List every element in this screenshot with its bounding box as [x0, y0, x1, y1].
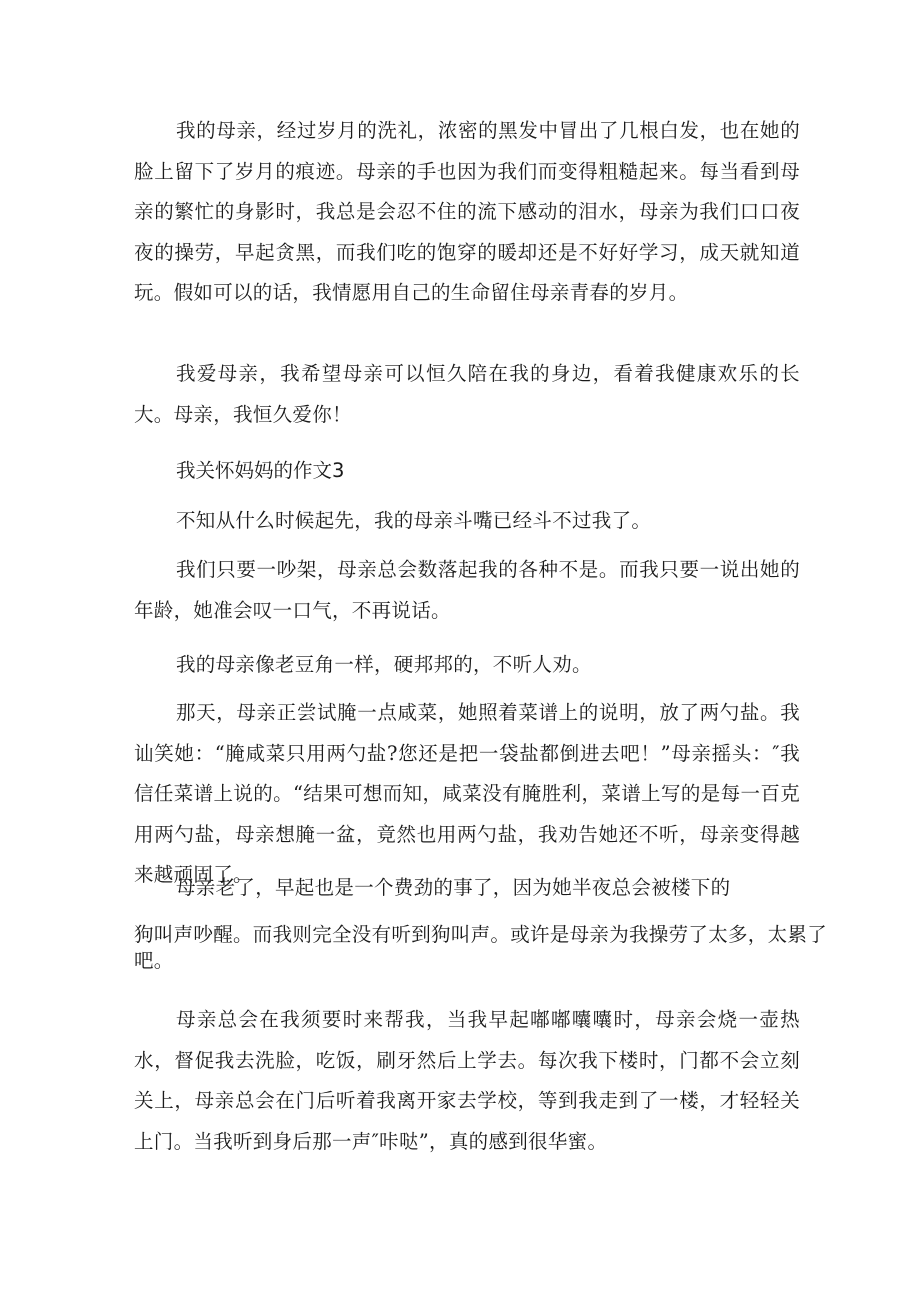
- paragraph-stubborn: 我的母亲像老豆角一样，硬邦邦的，不听人劝。: [176, 653, 592, 676]
- line-dog-bark: 狗叫声吵醒。而我则完全没有听到狗叫声。或许是母亲为我操劳了太多，太累了: [134, 923, 828, 946]
- line-mother-old: 母亲老了，早起也是一个费劲的事了，因为她半夜总会被楼下的: [176, 876, 731, 899]
- line-end: 吧。: [134, 949, 174, 972]
- essay-heading: 我关怀妈妈的作文3: [176, 459, 345, 482]
- paragraph-love-mother: 我爱母亲，我希望母亲可以恒久陪在我的身边，看着我健康欢乐的长大。母亲，我恒久爱你！: [134, 362, 800, 426]
- paragraph-pickles: 那天，母亲正尝试腌一点咸菜，她照着菜谱上的说明，放了两勺盐。我讪笑她：“腌咸菜只用两勺盐?您还是把一袋盐都倒进去吧！”母亲摇头：″我信任菜谱上说的。“结果可想而知，咸菜没有腌胜利，菜谱上写的是每一百克用两勺盐，母亲想腌一盆，竟然也用两勺盐，我劝告她还不听，母亲变得越来越顽固了。: [134, 701, 800, 886]
- paragraph-help: 母亲总会在我须要时来帮我，当我早起嘟嘟囔囔时，母亲会烧一壶热水，督促我去洗脸，吃饭，刷牙然后上学去。每次我下楼时，门都不会立刻关上，母亲总会在门后听着我离开家去学校，等到我走到了一楼，才轻轻关上门。当我听到身后那一声″咔哒”，真的感到很华蜜。: [134, 1008, 800, 1153]
- paragraph-mother-aging: 我的母亲，经过岁月的洗礼，浓密的黑发中冒出了几根白发，也在她的脸上留下了岁月的痕迹。母亲的手也因为我们而变得粗糙起来。每当看到母亲的繁忙的身影时，我总是会忍不住的流下感动的泪水，母亲为我们口口夜夜的操劳，早起贪黑，而我们吃的饱穿的暖却还是不好好学习，成天就知道玩。假如可以的话，我情愿用自己的生命留住母亲青春的岁月。: [134, 119, 800, 304]
- paragraph-quarrel: 我们只要一吵架，母亲总会数落起我的各种不是。而我只要一说出她的年龄，她准会叹一口气，不再说话。: [134, 558, 800, 622]
- paragraph-argue: 不知从什么时候起先，我的母亲斗嘴已经斗不过我了。: [176, 509, 652, 532]
